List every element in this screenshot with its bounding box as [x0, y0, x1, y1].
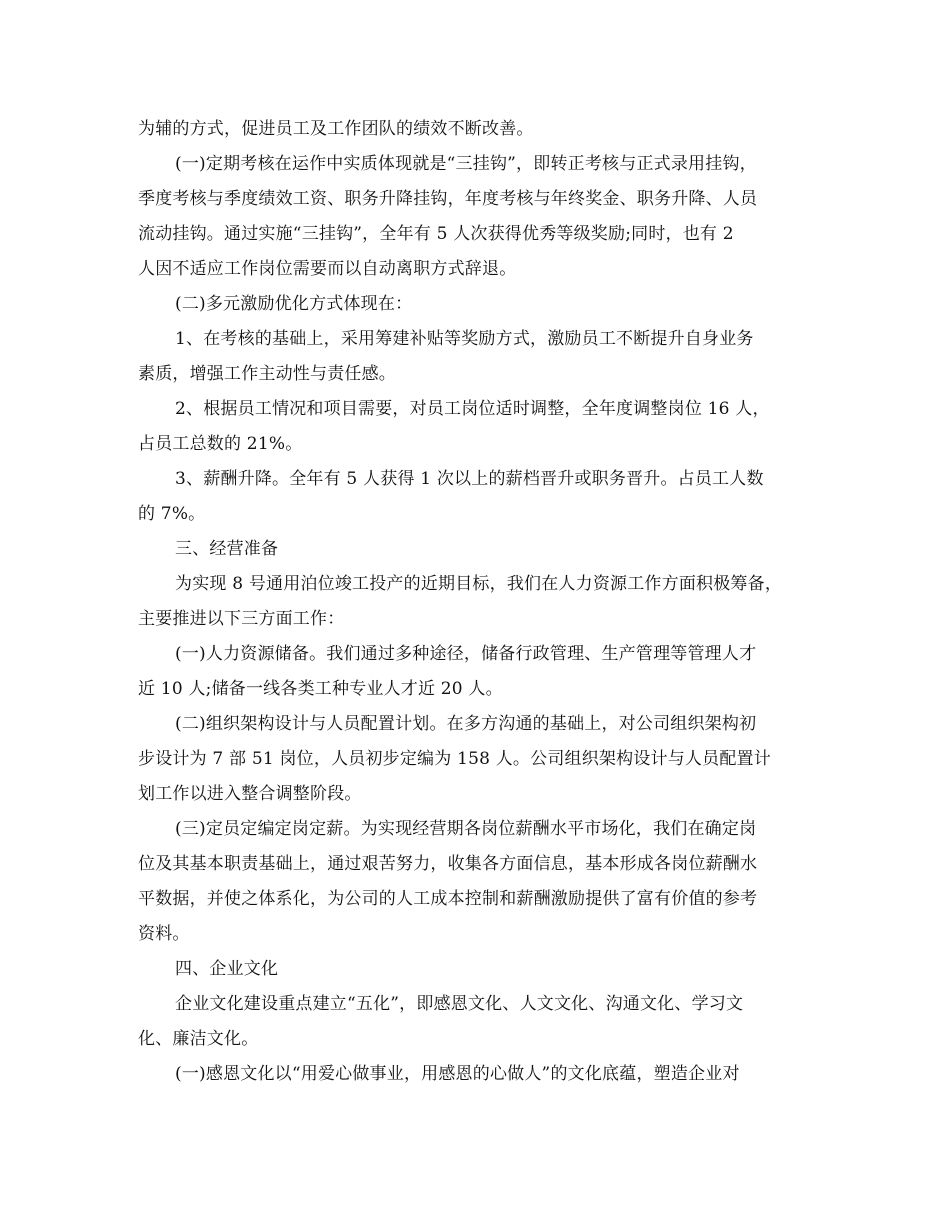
text-line: 位及其基本职责基础上，通过艰苦努力，收集各方面信息，基本形成各岗位薪酬水 [138, 854, 758, 874]
text-line: 为实现 8 号通用泊位竣工投产的近期目标，我们在人力资源工作方面积极筹备， [175, 574, 783, 594]
text-line: 主要推进以下三方面工作： [138, 609, 345, 629]
text-line: 划工作以进入整合调整阶段。 [138, 784, 362, 804]
text-line: 1、在考核的基础上，采用筹建补贴等奖励方式，激励员工不断提升自身业务 [175, 329, 754, 349]
text-line: 流动挂钩。通过实施“三挂钩”，全年有 5 人次获得优秀等级奖励;同时，也有 2 [138, 224, 734, 244]
text-line: 企业文化建设重点建立“五化”，即感恩文化、人文文化、沟通文化、学习文 [175, 994, 744, 1014]
text-line: 化、廉洁文化。 [138, 1029, 259, 1049]
text-line: 为辅的方式，促进员工及工作团队的绩效不断改善。 [138, 119, 534, 139]
text-line: 占员工总数的 21%。 [138, 434, 303, 454]
text-line: 2、根据员工情况和项目需要，对员工岗位适时调整，全年度调整岗位 16 人， [175, 399, 770, 419]
text-line: 平数据，并使之体系化，为公司的人工成本控制和薪酬激励提供了富有价值的参考 [138, 889, 758, 909]
text-line: 的 7%。 [138, 504, 206, 524]
text-line: (一)定期考核在运作中实质体现就是“三挂钩”，即转正考核与正式录用挂钩， [175, 154, 757, 174]
text-line: 季度考核与季度绩效工资、职务升降挂钩，年度考核与年终奖金、职务升降、人员 [138, 189, 758, 209]
text-line: (二)组织架构设计与人员配置计划。在多方沟通的基础上，对公司组织架构初 [175, 714, 757, 734]
text-line: (二)多元激励优化方式体现在： [175, 294, 413, 314]
text-line: 近 10 人;储备一线各类工种专业人才近 20 人。 [138, 679, 503, 699]
text-line: (一)人力资源储备。我们通过多种途径，储备行政管理、生产管理等管理人才 [175, 644, 757, 664]
text-line: 素质，增强工作主动性与责任感。 [138, 364, 396, 384]
text-line: 步设计为 7 部 51 岗位，人员初步定编为 158 人。公司组织架构设计与人员配置计 [138, 749, 771, 769]
text-line: 人因不适应工作岗位需要而以自动离职方式辞退。 [138, 259, 517, 279]
text-line: 资料。 [138, 924, 190, 944]
text-line: (三)定员定编定岗定薪。为实现经营期各岗位薪酬水平市场化，我们在确定岗 [175, 819, 757, 839]
section-heading: 三、经营准备 [175, 539, 279, 559]
text-line: (一)感恩文化以“用爱心做事业，用感恩的心做人”的文化底蕴，塑造企业对 [175, 1064, 740, 1084]
section-heading: 四、企业文化 [175, 959, 279, 979]
text-line: 3、薪酬升降。全年有 5 人获得 1 次以上的薪档晋升或职务晋升。占员工人数 [175, 469, 764, 489]
